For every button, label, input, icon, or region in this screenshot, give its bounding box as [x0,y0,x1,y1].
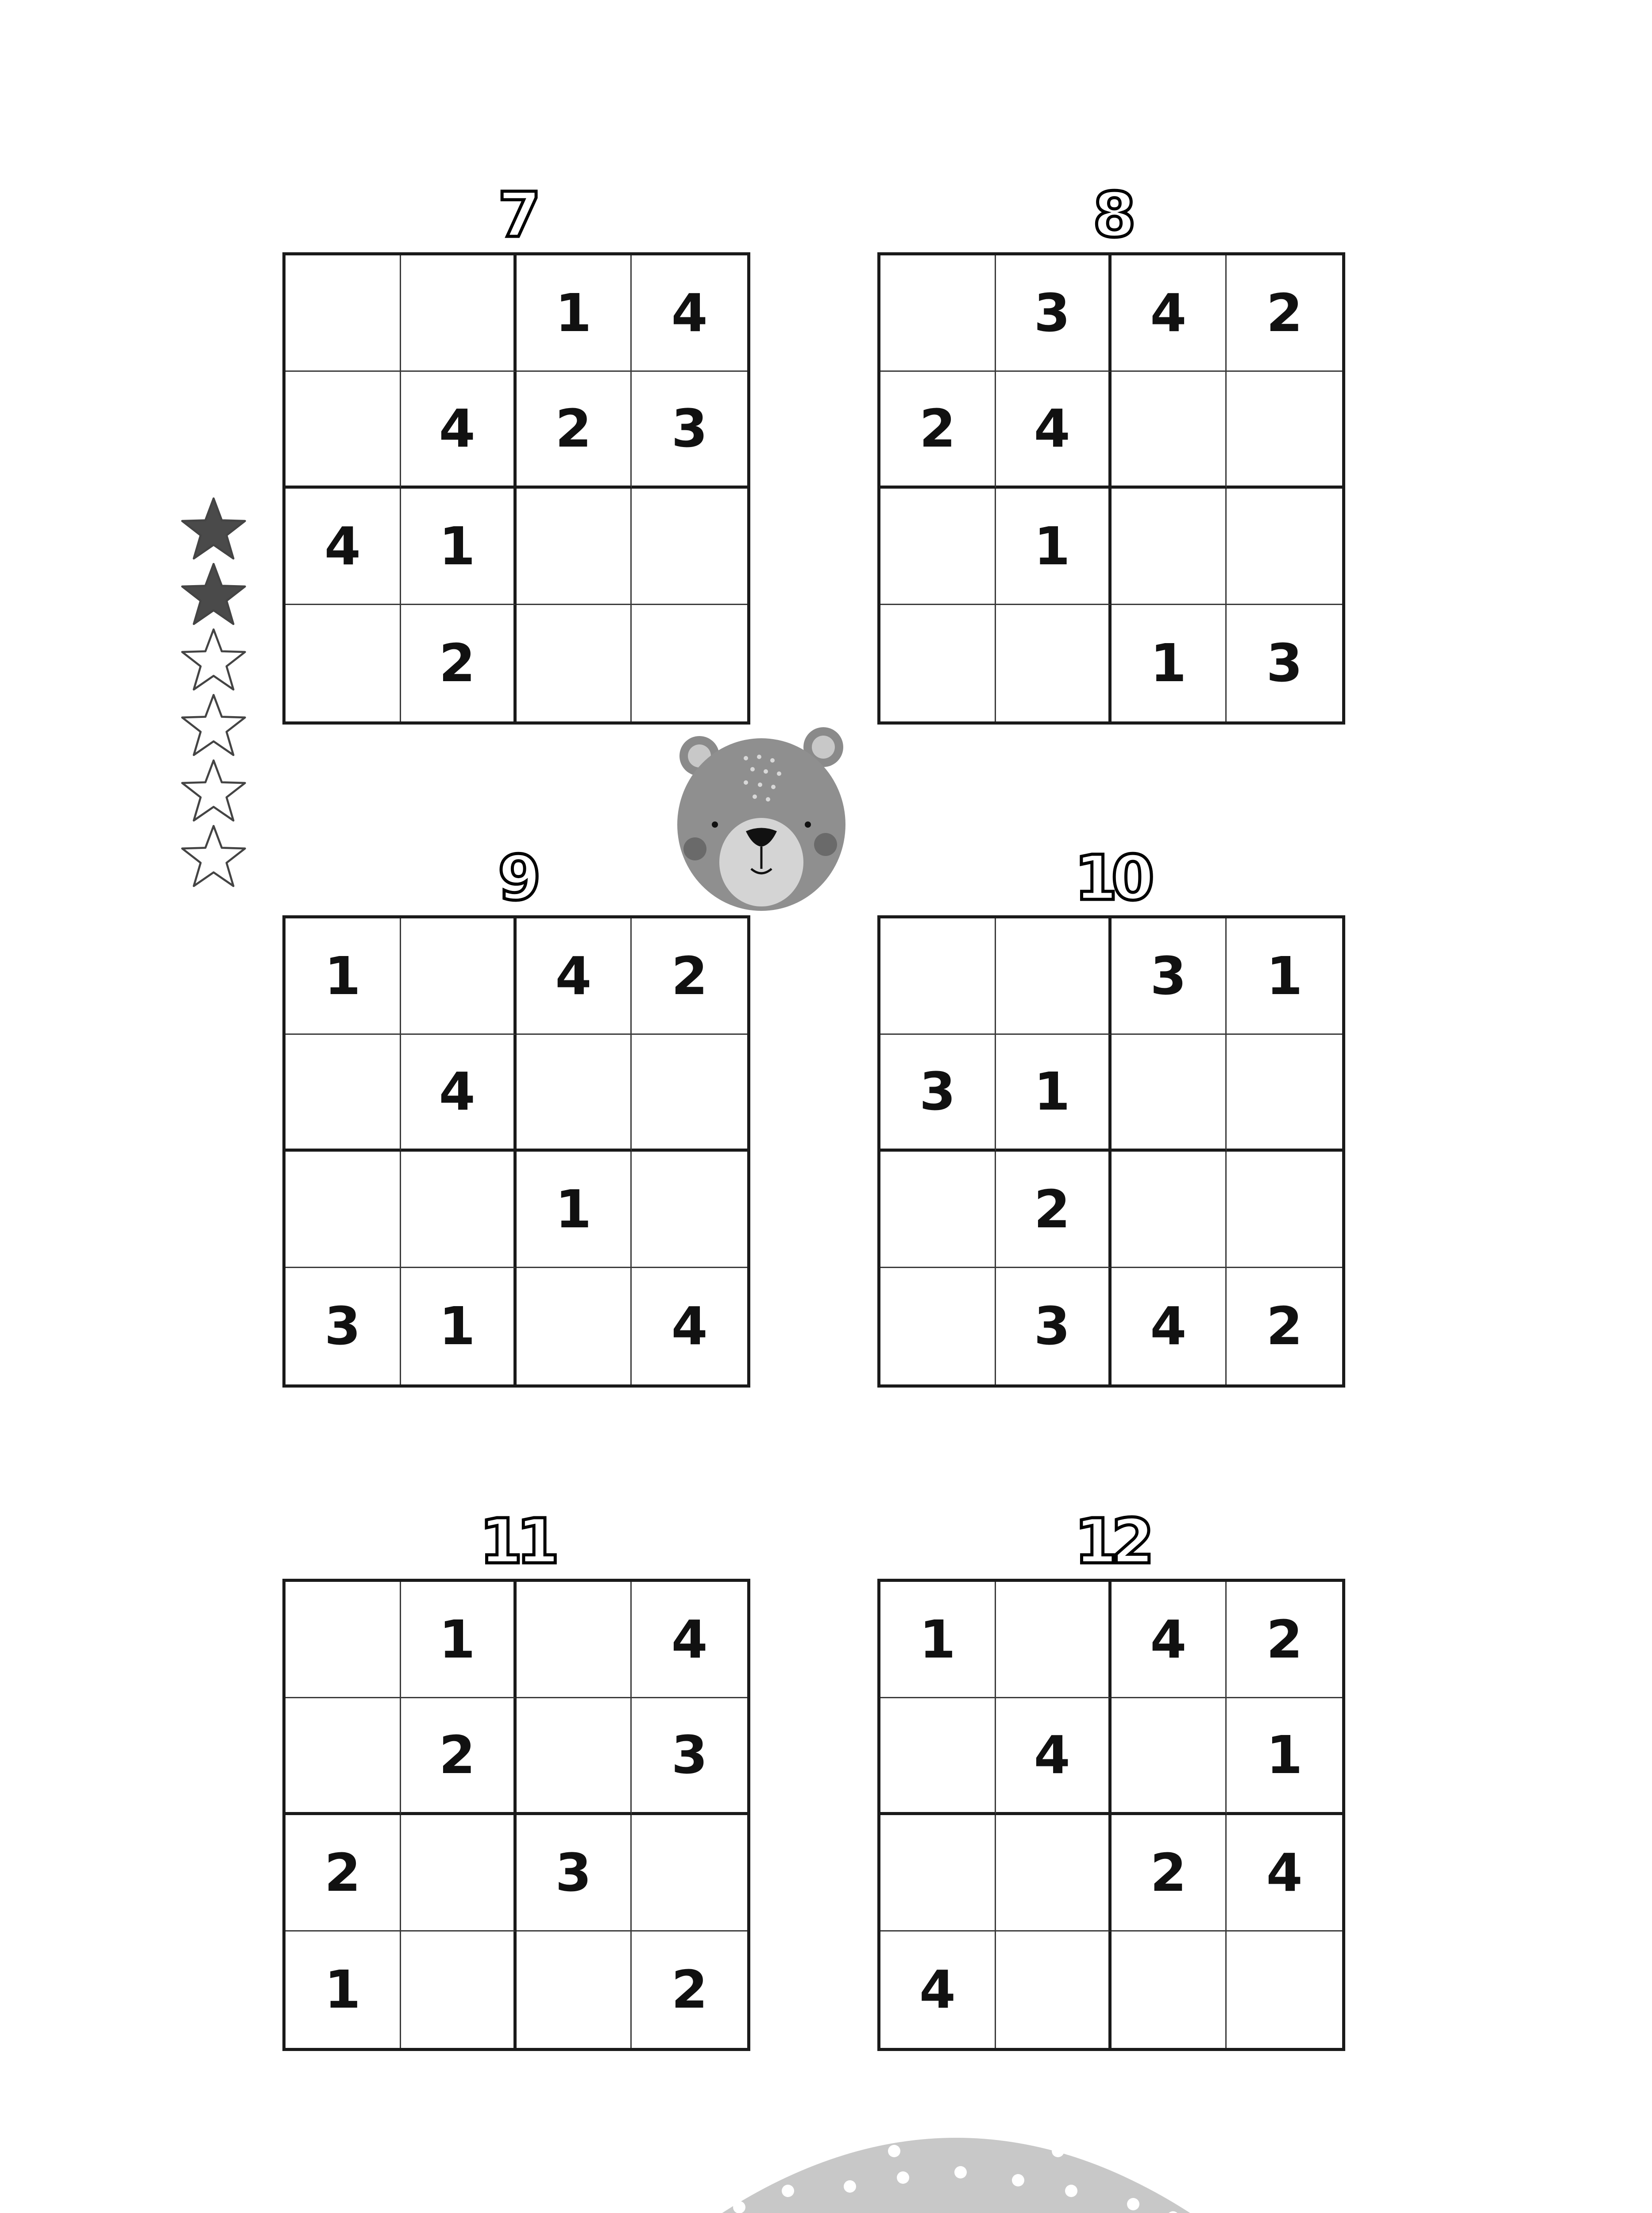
sudoku-cell[interactable]: 2 [996,1152,1112,1268]
star-empty-icon [179,758,248,823]
sudoku-cell[interactable] [880,1698,996,1815]
sudoku-cell[interactable] [517,605,632,721]
sudoku-cell[interactable] [517,1582,632,1698]
sudoku-cell[interactable] [286,372,401,488]
sudoku-cell[interactable]: 1 [1112,605,1227,721]
sudoku-cell[interactable] [1112,1035,1227,1151]
sudoku-cell[interactable] [517,489,632,605]
sudoku-cell[interactable]: 3 [286,1268,401,1384]
sudoku-cell[interactable]: 3 [996,255,1112,372]
sudoku-cell[interactable]: 1 [286,918,401,1035]
puzzle-number: 8 [1092,179,1130,251]
sudoku-cell[interactable]: 3 [517,1815,632,1932]
sudoku-cell[interactable] [1227,1152,1342,1268]
sudoku-cell[interactable] [1227,1035,1342,1151]
sudoku-cell[interactable] [632,605,747,721]
sudoku-cell[interactable]: 1 [401,1268,517,1384]
sudoku-cell[interactable]: 3 [632,372,747,488]
sudoku-cell[interactable] [880,255,996,372]
sudoku-cell[interactable] [880,918,996,1035]
sudoku-grid [877,1579,1345,2051]
sudoku-cell[interactable]: 3 [996,1268,1112,1384]
sudoku-cell[interactable]: 4 [880,1932,996,2048]
sudoku-cell[interactable]: 1 [517,1152,632,1268]
sudoku-cell[interactable]: 1 [401,489,517,605]
sudoku-cell[interactable]: 4 [1112,255,1227,372]
sudoku-cell[interactable]: 2 [401,1698,517,1815]
sudoku-cell[interactable]: 1 [880,1582,996,1698]
sudoku-cell[interactable] [401,1815,517,1932]
sudoku-cell[interactable] [401,918,517,1035]
sudoku-cell[interactable]: 2 [671,1959,708,2020]
sudoku-cell[interactable]: 3 [880,1035,996,1151]
sudoku-cell[interactable]: 2 [401,605,517,721]
star-empty-icon [179,627,248,692]
sudoku-cell[interactable] [401,1932,517,2048]
sudoku-cell[interactable]: 3 [1266,632,1303,694]
sudoku-cell[interactable] [996,1932,1112,2048]
star-empty-icon [179,823,248,889]
star-empty-icon [179,692,248,758]
sudoku-cell[interactable] [1227,489,1342,605]
sudoku-cell[interactable] [996,918,1112,1035]
sudoku-cell[interactable]: 3 [632,1698,747,1815]
sudoku-cell[interactable] [632,489,747,605]
sudoku-cell[interactable] [1112,1932,1227,2048]
sudoku-cell[interactable]: 4 [1112,1582,1227,1698]
sudoku-cell[interactable]: 1 [996,1035,1112,1151]
star-filled-icon [179,561,248,627]
sudoku-cell[interactable] [517,1035,632,1151]
sudoku-cell[interactable] [1112,489,1227,605]
sudoku-cell[interactable] [1227,1932,1342,2048]
sudoku-cell[interactable]: 4 [401,1035,517,1151]
sudoku-cell[interactable] [880,1268,996,1384]
sudoku-cell[interactable] [286,1035,401,1151]
sudoku-cell[interactable] [632,1152,747,1268]
sudoku-cell[interactable]: 2 [1227,255,1342,372]
sudoku-grid [877,915,1345,1388]
sudoku-cell[interactable]: 1 [286,1932,401,2048]
sudoku-cell[interactable]: 4 [996,1698,1112,1815]
sudoku-cell[interactable]: 2 [1266,1295,1303,1357]
sudoku-cell[interactable] [286,1152,401,1268]
sudoku-cell[interactable] [632,1815,747,1932]
puzzle-number: 10 [1074,842,1148,914]
puzzle-number: 7 [498,179,535,251]
sudoku-grid [877,252,1345,725]
sudoku-cell[interactable] [517,1698,632,1815]
sudoku-cell[interactable]: 4 [517,918,632,1035]
sudoku-cell[interactable] [880,489,996,605]
dotted-mound-decoration [611,2098,1301,2213]
puzzle-number: 12 [1074,1506,1148,1578]
sudoku-cell[interactable] [996,605,1112,721]
bear-face-icon [675,716,852,915]
sudoku-cell[interactable] [880,605,996,721]
sudoku-cell[interactable]: 4 [632,255,747,372]
sudoku-cell[interactable]: 3 [1112,918,1227,1035]
sudoku-cell[interactable]: 4 [632,1582,747,1698]
sudoku-cell[interactable]: 4 [1227,1815,1342,1932]
sudoku-cell[interactable]: 4 [286,489,401,605]
puzzle-number: 11 [479,1506,553,1578]
sudoku-cell[interactable]: 1 [1227,918,1342,1035]
sudoku-cell[interactable] [517,1268,632,1384]
sudoku-cell[interactable]: 2 [880,372,996,488]
sudoku-grid [282,252,750,725]
sudoku-cell[interactable]: 2 [1227,1582,1342,1698]
sudoku-cell[interactable]: 1 [1227,1698,1342,1815]
sudoku-cell[interactable] [996,1815,1112,1932]
sudoku-cell[interactable] [996,1582,1112,1698]
sudoku-cell[interactable]: 4 [671,1295,708,1357]
sudoku-cell[interactable]: 4 [401,372,517,488]
sudoku-cell[interactable]: 2 [517,372,632,488]
difficulty-rating [179,496,250,889]
sudoku-grid [282,1579,750,2051]
sudoku-cell[interactable]: 4 [1112,1268,1227,1384]
sudoku-cell[interactable] [880,1815,996,1932]
sudoku-cell[interactable] [517,1932,632,2048]
sudoku-cell[interactable]: 4 [996,372,1112,488]
sudoku-cell[interactable] [1112,1152,1227,1268]
sudoku-cell[interactable] [1112,372,1227,488]
sudoku-cell[interactable]: 1 [517,255,632,372]
sudoku-grid [282,915,750,1388]
star-filled-icon [179,496,248,561]
sudoku-cell[interactable] [1227,372,1342,488]
sudoku-cell[interactable] [401,1152,517,1268]
sudoku-cell[interactable]: 1 [996,489,1112,605]
sudoku-cell[interactable] [286,1698,401,1815]
sudoku-cell[interactable]: 1 [401,1582,517,1698]
sudoku-cell[interactable] [286,1582,401,1698]
puzzle-number: 9 [498,842,535,914]
sudoku-cell[interactable] [880,1152,996,1268]
sudoku-cell[interactable]: 2 [286,1815,401,1932]
sudoku-cell[interactable]: 2 [1112,1815,1227,1932]
sudoku-cell[interactable] [286,255,401,372]
sudoku-cell[interactable]: 2 [632,918,747,1035]
sudoku-cell[interactable] [632,1035,747,1151]
sudoku-cell[interactable] [286,605,401,721]
sudoku-cell[interactable] [1112,1698,1227,1815]
sudoku-cell[interactable] [401,255,517,372]
